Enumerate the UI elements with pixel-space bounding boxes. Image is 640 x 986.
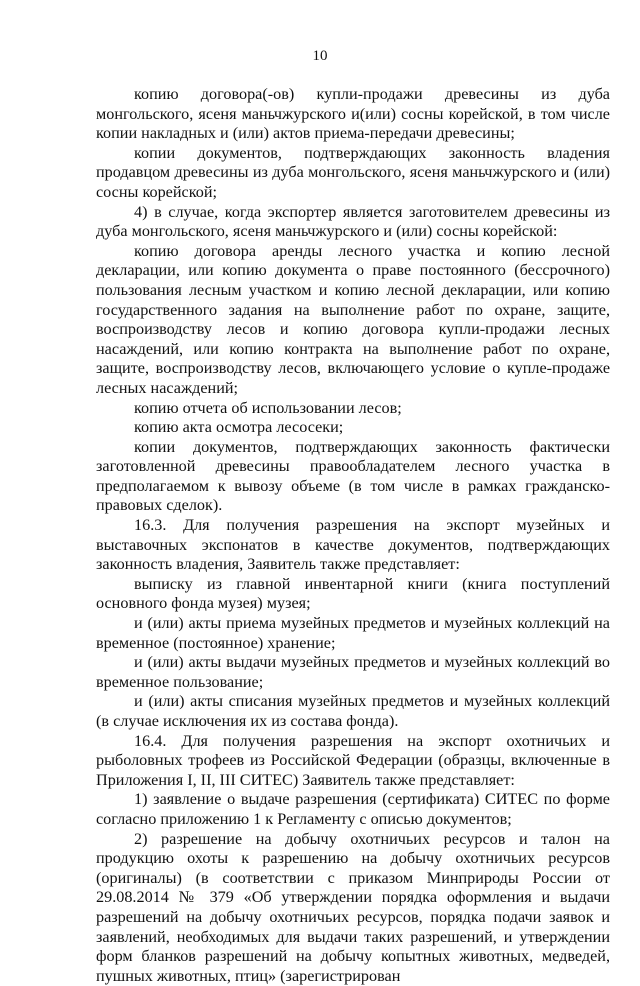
paragraph: выписку из главной инвентарной книги (книга поступлений основного фонда музея) музея;	[96, 574, 610, 613]
paragraph: 1) заявление о выдаче разрешения (сертификата) СИТЕС по форме согласно приложению 1 к Регламенту с описью документов;	[96, 790, 610, 828]
paragraph: 4) в случае, когда экспортер является заготовителем древесины из дуба монгольского, ясеня маньчжурского и (или) сосны корейской:	[96, 202, 610, 241]
paragraph: копию акта осмотра лесосеки;	[134, 418, 344, 437]
paragraph: копию договора аренды лесного участка и копию лесной декларации, или копию документа о праве постоянного (бессрочного) пользования лесным участком и копию лесной декларации, или копию государственного задания на выполнение работ по охране, защите, воспроизводству лесов и копию договора купли-продажи лесных насаждений, или копию контракта на выполнение работ по охране, защите, воспроизводству лесов, включающего условие о купле-продаже лесных насаждений;	[96, 241, 610, 397]
paragraph: и (или) акты выдачи музейных предметов и музейных коллекций во временное пользование;	[96, 653, 610, 691]
paragraph: копии документов, подтверждающих законность владения продавцом древесины из дуба монгольского, ясеня маньчжурского и (или) сосны корейской;	[96, 143, 610, 201]
paragraph: 16.4. Для получения разрешения на экспорт охотничьих и рыболовных трофеев из Российской Федерации (образцы, включенные в Приложения I, II, III СИТЕС) Заявитель также представляет:	[96, 731, 610, 789]
paragraph: копии документов, подтверждающих законность фактически заготовленной древесины правообладателем лесного участка в предполагаемом к вывозу объеме (в том числе в рамках гражданско-правовых сделок).	[96, 437, 610, 515]
paragraph: копию отчета об использовании лесов;	[134, 398, 402, 417]
paragraph: копию договора(-ов) купли-продажи древесины из дуба монгольского, ясеня маньчжурского и(или) сосны корейской, в том числе копии накладных и (или) актов приема-передачи древесины;	[96, 85, 610, 143]
paragraph: и (или) акты приема музейных предметов и музейных коллекций на временное (постоянное) хранение;	[96, 614, 610, 652]
paragraph: 16.3. Для получения разрешения на экспорт музейных и выставочных экспонатов в качестве документов, подтверждающих законность владения, Заявитель также представляет:	[96, 516, 610, 574]
page-number: 10	[312, 48, 328, 64]
document-body	[96, 85, 610, 986]
paragraph: и (или) акты списания музейных предметов и музейных коллекций (в случае исключения их из состава фонда).	[96, 692, 610, 730]
paragraph: 2) разрешение на добычу охотничьих ресурсов и талон на продукцию охоты к разрешению на добычу охотничьих ресурсов (оригиналы) (в соответствии с приказом Минприроды России от 29.08.2014 № 379 «Об утверждении порядка оформления и выдачи разрешений на добычу охотничьих ресурсов, порядка подачи заявок и заявлений, необходимых для выдачи таких разрешений, и утверждении форм бланков разрешений на добычу копытных животных, медведей, пушных животных, птиц» (зарегистрирован	[96, 829, 610, 985]
